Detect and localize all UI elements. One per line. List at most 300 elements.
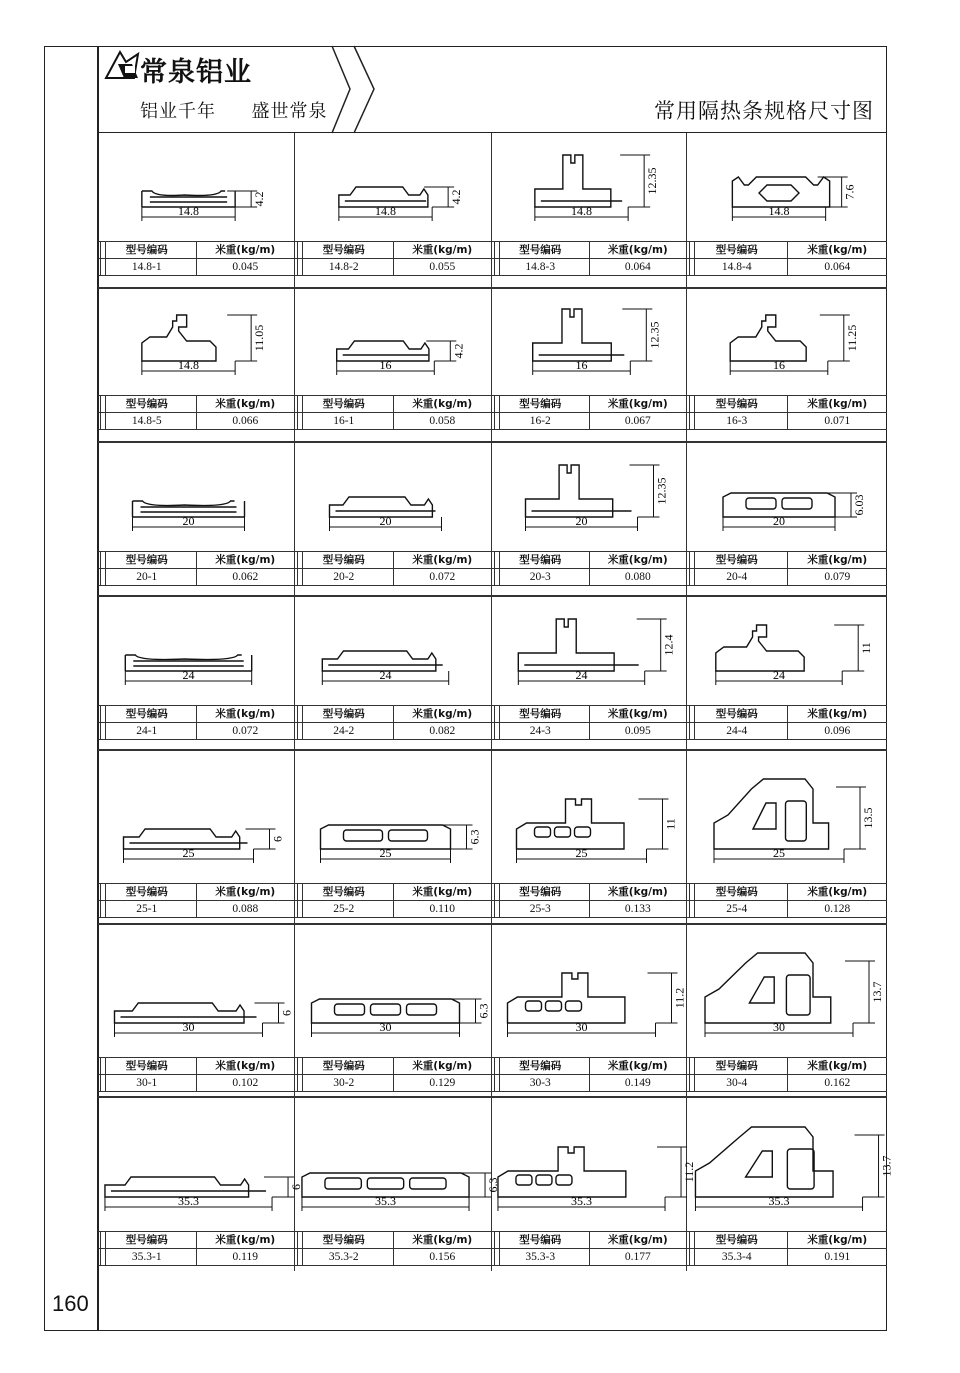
meter-weight: 0.072 <box>196 723 295 739</box>
profile-drawing <box>687 595 887 705</box>
profile-drawing <box>492 749 687 883</box>
meter-weight: 0.072 <box>393 569 492 585</box>
spec-table <box>98 705 294 740</box>
model-code: 14.8-2 <box>328 261 359 273</box>
row-divider <box>98 441 887 443</box>
spec-table-header <box>295 706 491 722</box>
width-dimension-label: 20 <box>773 514 785 528</box>
profile-drawing <box>492 287 687 395</box>
spec-table-values <box>98 412 294 429</box>
width-dimension-label: 14.8 <box>571 204 592 218</box>
profile-drawing <box>295 287 492 395</box>
height-dimension-label: 6.3 <box>486 1177 501 1193</box>
height-dimension-label: 13.7 <box>870 981 884 1003</box>
weight-header: 米重(kg/m) <box>393 242 492 258</box>
spec-table <box>492 1231 686 1266</box>
code-header: 型号编码 <box>322 244 365 256</box>
meter-weight: 0.064 <box>589 259 687 275</box>
spec-table <box>98 551 294 586</box>
width-dimension-label: 35.3 <box>571 1194 592 1208</box>
spec-table <box>492 883 686 918</box>
width-dimension-label: 20 <box>575 514 588 528</box>
meter-weight: 0.128 <box>787 901 888 917</box>
spec-table-values <box>295 1248 491 1265</box>
spec-cell <box>295 133 492 287</box>
meter-weight: 0.088 <box>196 901 295 917</box>
spec-table-values <box>492 1074 686 1091</box>
spec-table-header <box>687 552 887 568</box>
model-code: 35.3-2 <box>328 1251 359 1263</box>
weight-header: 米重(kg/m) <box>589 242 687 258</box>
meter-weight: 0.082 <box>393 723 492 739</box>
spec-table <box>492 551 686 586</box>
table-edge-mark <box>689 242 695 275</box>
profile-drawing <box>98 441 295 551</box>
code-header: 型号编码 <box>715 1234 758 1246</box>
spec-table-header <box>295 396 491 412</box>
width-dimension-label: 35.3 <box>178 1194 199 1208</box>
width-dimension-label: 30 <box>773 1020 785 1034</box>
meter-weight: 0.058 <box>393 413 492 429</box>
spec-table <box>98 395 294 430</box>
meter-weight: 0.080 <box>589 569 687 585</box>
weight-header: 米重(kg/m) <box>787 552 888 568</box>
spec-cell <box>492 441 687 595</box>
spec-table-values <box>492 900 686 917</box>
spec-table-values <box>98 722 294 739</box>
code-header: 型号编码 <box>322 554 365 566</box>
spec-cell <box>98 441 295 595</box>
weight-header: 米重(kg/m) <box>196 1232 295 1248</box>
model-code: 14.8-5 <box>131 415 162 427</box>
meter-weight: 0.156 <box>393 1249 492 1265</box>
profile-drawing <box>98 133 295 241</box>
table-edge-mark <box>297 396 303 429</box>
spec-cell <box>687 923 887 1096</box>
width-dimension-label: 24 <box>182 668 195 682</box>
width-dimension-label: 14.8 <box>178 204 199 218</box>
profile-drawing <box>492 1096 697 1231</box>
model-code: 30-4 <box>726 1077 748 1089</box>
spec-table-values <box>98 568 294 585</box>
height-dimension-label: 11.05 <box>252 324 267 352</box>
profile-drawing <box>687 749 887 883</box>
width-dimension-label: 20 <box>182 514 195 528</box>
profile-drawing <box>98 595 295 705</box>
spec-table-values <box>492 258 686 275</box>
spec-table-values <box>687 568 887 585</box>
width-dimension-label: 20 <box>379 514 392 528</box>
model-code: 14.8-1 <box>131 261 162 273</box>
spec-cell <box>295 1096 501 1271</box>
spec-cell <box>687 287 887 441</box>
spec-table-header <box>492 884 686 900</box>
spec-table-header <box>492 1232 686 1248</box>
model-code: 24-1 <box>136 725 158 737</box>
spec-table-header <box>98 242 294 258</box>
spec-table-header <box>98 884 294 900</box>
weight-header: 米重(kg/m) <box>787 1232 888 1248</box>
spec-table-values <box>687 1248 887 1265</box>
model-code: 16-3 <box>726 415 748 427</box>
meter-weight: 0.055 <box>393 259 492 275</box>
width-dimension-label: 35.3 <box>375 1194 396 1208</box>
spec-table <box>687 241 887 276</box>
height-dimension-label: 13.7 <box>879 1155 894 1177</box>
table-edge-mark <box>494 1232 500 1265</box>
weight-header: 米重(kg/m) <box>196 1058 295 1074</box>
weight-header: 米重(kg/m) <box>196 884 295 900</box>
width-dimension-label: 14.8 <box>178 358 199 372</box>
model-code: 24-3 <box>529 725 551 737</box>
spec-table <box>687 551 887 586</box>
table-edge-mark <box>689 706 695 739</box>
width-dimension-label: 30 <box>182 1020 195 1034</box>
width-dimension-label: 35.3 <box>768 1194 790 1208</box>
spec-table-values <box>492 1248 686 1265</box>
slogan-part-2: 盛世常泉 <box>251 101 328 122</box>
spec-table-values <box>687 258 887 275</box>
brand-slogan <box>140 97 327 123</box>
profile-drawing <box>98 923 295 1057</box>
weight-header: 米重(kg/m) <box>393 552 492 568</box>
model-code: 16-2 <box>529 415 551 427</box>
code-header: 型号编码 <box>519 554 562 566</box>
code-header: 型号编码 <box>322 1234 365 1246</box>
spec-table-values <box>98 900 294 917</box>
spec-table-header <box>492 706 686 722</box>
profile-drawing <box>492 595 687 705</box>
table-edge-mark <box>297 1058 303 1091</box>
spec-table-header <box>687 706 887 722</box>
code-header: 型号编码 <box>519 244 562 256</box>
model-code: 25-1 <box>136 903 158 915</box>
profile-drawing <box>687 287 887 395</box>
weight-header: 米重(kg/m) <box>787 242 888 258</box>
profile-drawing <box>492 923 687 1057</box>
weight-header: 米重(kg/m) <box>393 706 492 722</box>
table-edge-mark <box>100 552 106 585</box>
spec-table-header <box>687 396 887 412</box>
row-divider <box>98 287 887 289</box>
weight-header: 米重(kg/m) <box>787 706 888 722</box>
meter-weight: 0.119 <box>196 1249 295 1265</box>
profile-drawing <box>295 595 492 705</box>
spec-table-header <box>98 396 294 412</box>
meter-weight: 0.177 <box>589 1249 687 1265</box>
meter-weight: 0.067 <box>589 413 687 429</box>
model-code: 25-2 <box>333 903 355 915</box>
code-header: 型号编码 <box>125 398 168 410</box>
height-dimension-label: 6.03 <box>852 494 866 516</box>
table-edge-mark <box>100 1232 106 1265</box>
spec-row <box>98 133 887 287</box>
spec-table <box>492 1057 686 1092</box>
height-dimension-label: 12.4 <box>661 634 676 656</box>
model-code: 30-3 <box>529 1077 551 1089</box>
spec-cell <box>98 923 295 1096</box>
width-dimension-label: 14.8 <box>768 204 790 218</box>
table-edge-mark <box>689 884 695 917</box>
spec-cell <box>492 133 687 287</box>
height-dimension-label: 11 <box>663 818 678 830</box>
table-edge-mark <box>494 552 500 585</box>
spec-cell <box>492 749 687 923</box>
profile-drawing <box>492 133 687 241</box>
table-edge-mark <box>100 884 106 917</box>
code-header: 型号编码 <box>715 398 758 410</box>
spec-row <box>98 1096 894 1271</box>
width-dimension-label: 24 <box>575 668 588 682</box>
meter-weight: 0.191 <box>787 1249 888 1265</box>
width-dimension-label: 16 <box>379 358 392 372</box>
weight-header: 米重(kg/m) <box>196 396 295 412</box>
code-header: 型号编码 <box>519 886 562 898</box>
spec-table-values <box>295 258 491 275</box>
spec-table-values <box>98 1248 294 1265</box>
width-dimension-label: 14.8 <box>375 204 396 218</box>
spec-cell <box>687 749 887 923</box>
weight-header: 米重(kg/m) <box>589 884 687 900</box>
table-edge-mark <box>494 1058 500 1091</box>
profile-drawing <box>687 133 887 241</box>
meter-weight: 0.066 <box>196 413 295 429</box>
page-number: 160 <box>52 1291 89 1316</box>
spec-row <box>98 595 887 749</box>
table-edge-mark <box>100 706 106 739</box>
model-code: 24-2 <box>333 725 355 737</box>
table-edge-mark <box>494 242 500 275</box>
code-header: 型号编码 <box>322 886 365 898</box>
spec-table <box>295 1057 491 1092</box>
weight-header: 米重(kg/m) <box>393 396 492 412</box>
weight-header: 米重(kg/m) <box>393 1058 492 1074</box>
model-code: 14.8-3 <box>525 261 556 273</box>
meter-weight: 0.095 <box>589 723 687 739</box>
spec-cell <box>98 595 295 749</box>
spec-table-header <box>687 242 887 258</box>
spec-table-header <box>687 1232 887 1248</box>
weight-header: 米重(kg/m) <box>196 552 295 568</box>
meter-weight: 0.071 <box>787 413 888 429</box>
spec-cell <box>98 287 295 441</box>
height-dimension-label: 4.2 <box>252 191 267 207</box>
profile-drawing <box>295 133 492 241</box>
model-code: 30-2 <box>333 1077 355 1089</box>
profile-drawing <box>295 923 492 1057</box>
profile-drawing <box>687 1096 894 1231</box>
weight-header: 米重(kg/m) <box>196 706 295 722</box>
height-dimension-label: 11.25 <box>844 324 859 352</box>
weight-header: 米重(kg/m) <box>196 242 295 258</box>
spec-table <box>687 705 887 740</box>
profile-drawing <box>98 749 295 883</box>
model-code: 30-1 <box>136 1077 158 1089</box>
spec-table <box>687 883 887 918</box>
model-code: 24-4 <box>726 725 748 737</box>
spec-table <box>687 1057 887 1092</box>
weight-header: 米重(kg/m) <box>393 1232 492 1248</box>
table-edge-mark <box>100 242 106 275</box>
spec-table-values <box>687 1074 887 1091</box>
spec-table-header <box>98 1232 294 1248</box>
spec-table-header <box>687 1058 887 1074</box>
table-edge-mark <box>297 552 303 585</box>
height-dimension-label: 13.5 <box>861 807 875 829</box>
spec-table <box>295 705 491 740</box>
code-header: 型号编码 <box>519 1060 562 1072</box>
table-edge-mark <box>100 396 106 429</box>
table-edge-mark <box>297 1232 303 1265</box>
meter-weight: 0.133 <box>589 901 687 917</box>
spec-table-values <box>492 722 686 739</box>
meter-weight: 0.162 <box>787 1075 888 1091</box>
table-edge-mark <box>494 884 500 917</box>
spec-cell <box>687 133 887 287</box>
model-code: 35.3-3 <box>525 1251 556 1263</box>
row-divider <box>98 923 887 925</box>
width-dimension-label: 25 <box>575 846 588 860</box>
meter-weight: 0.045 <box>196 259 295 275</box>
spec-table-header <box>295 552 491 568</box>
spec-table <box>98 241 294 276</box>
spec-table <box>98 883 294 918</box>
code-header: 型号编码 <box>125 554 168 566</box>
model-code: 20-3 <box>529 571 551 583</box>
table-edge-mark <box>689 1058 695 1091</box>
spec-cell <box>492 595 687 749</box>
code-header: 型号编码 <box>125 1060 168 1072</box>
height-dimension-label: 12.35 <box>645 167 660 195</box>
profile-drawing <box>295 441 492 551</box>
slogan-part-1: 铝业千年 <box>140 101 216 122</box>
spec-table <box>492 241 686 276</box>
table-edge-mark <box>297 884 303 917</box>
code-header: 型号编码 <box>715 886 758 898</box>
header-chevron-divider <box>330 46 390 133</box>
spec-table <box>295 1231 491 1266</box>
profile-drawing <box>98 287 295 395</box>
width-dimension-label: 30 <box>379 1020 392 1034</box>
code-header: 型号编码 <box>322 398 365 410</box>
spec-cell <box>295 595 492 749</box>
code-header: 型号编码 <box>519 398 562 410</box>
spec-row <box>98 923 887 1096</box>
spec-table-values <box>492 412 686 429</box>
code-header: 型号编码 <box>125 244 168 256</box>
spec-cell <box>492 923 687 1096</box>
height-dimension-label: 6 <box>270 836 285 842</box>
spec-cell <box>98 749 295 923</box>
row-divider <box>98 749 887 751</box>
spec-table-header <box>492 552 686 568</box>
weight-header: 米重(kg/m) <box>787 396 888 412</box>
height-dimension-label: 12.35 <box>654 477 669 505</box>
code-header: 型号编码 <box>125 886 168 898</box>
code-header: 型号编码 <box>125 1234 168 1246</box>
spec-cell <box>295 749 492 923</box>
height-dimension-label: 6 <box>279 1010 294 1016</box>
height-dimension-label: 7.6 <box>842 184 857 200</box>
spec-table-values <box>295 1074 491 1091</box>
spec-table-header <box>687 884 887 900</box>
brand-logo-icon <box>104 48 144 82</box>
table-edge-mark <box>297 706 303 739</box>
spec-table <box>687 395 887 430</box>
weight-header: 米重(kg/m) <box>589 1232 687 1248</box>
spec-table-header <box>295 884 491 900</box>
code-header: 型号编码 <box>715 708 758 720</box>
spec-cell <box>295 287 492 441</box>
table-edge-mark <box>689 396 695 429</box>
model-code: 20-1 <box>136 571 158 583</box>
spec-table-values <box>295 412 491 429</box>
spec-table-values <box>295 568 491 585</box>
spec-table <box>295 551 491 586</box>
code-header: 型号编码 <box>322 708 365 720</box>
spec-table <box>295 395 491 430</box>
spec-table <box>295 241 491 276</box>
table-edge-mark <box>297 242 303 275</box>
table-edge-mark <box>494 706 500 739</box>
spec-table <box>492 705 686 740</box>
spec-table-header <box>492 1058 686 1074</box>
model-code: 35.3-4 <box>721 1251 752 1263</box>
height-dimension-label: 12.35 <box>647 321 662 349</box>
profile-drawing <box>687 441 887 551</box>
height-dimension-label: 11.2 <box>672 987 687 1009</box>
spec-table-values <box>295 722 491 739</box>
model-code: 25-4 <box>726 903 748 915</box>
model-code: 16-1 <box>333 415 355 427</box>
weight-header: 米重(kg/m) <box>589 706 687 722</box>
width-dimension-label: 25 <box>182 846 195 860</box>
spec-table-header <box>492 242 686 258</box>
spec-table-values <box>687 722 887 739</box>
width-dimension-label: 30 <box>575 1020 588 1034</box>
meter-weight: 0.110 <box>393 901 492 917</box>
model-code: 20-4 <box>726 571 748 583</box>
spec-row <box>98 441 887 595</box>
brand-name: 常泉铝业 <box>140 57 252 88</box>
spec-table-header <box>295 1232 491 1248</box>
table-edge-mark <box>100 1058 106 1091</box>
weight-header: 米重(kg/m) <box>787 884 888 900</box>
height-dimension-label: 4.2 <box>449 189 464 205</box>
spec-table-values <box>98 258 294 275</box>
code-header: 型号编码 <box>519 1234 562 1246</box>
weight-header: 米重(kg/m) <box>393 884 492 900</box>
weight-header: 米重(kg/m) <box>589 552 687 568</box>
weight-header: 米重(kg/m) <box>589 396 687 412</box>
weight-header: 米重(kg/m) <box>787 1058 888 1074</box>
spec-table-values <box>687 900 887 917</box>
spec-table <box>492 395 686 430</box>
height-dimension-label: 6.3 <box>467 829 482 845</box>
spec-table-header <box>98 552 294 568</box>
height-dimension-label: 11.2 <box>682 1161 697 1183</box>
code-header: 型号编码 <box>715 1060 758 1072</box>
spec-cell <box>295 441 492 595</box>
width-dimension-label: 24 <box>773 668 785 682</box>
height-dimension-label: 6 <box>289 1184 304 1190</box>
table-edge-mark <box>494 396 500 429</box>
model-code: 25-3 <box>529 903 551 915</box>
meter-weight: 0.096 <box>787 723 888 739</box>
spec-table-header <box>98 1058 294 1074</box>
spec-table-values <box>492 568 686 585</box>
width-dimension-label: 16 <box>773 358 785 372</box>
